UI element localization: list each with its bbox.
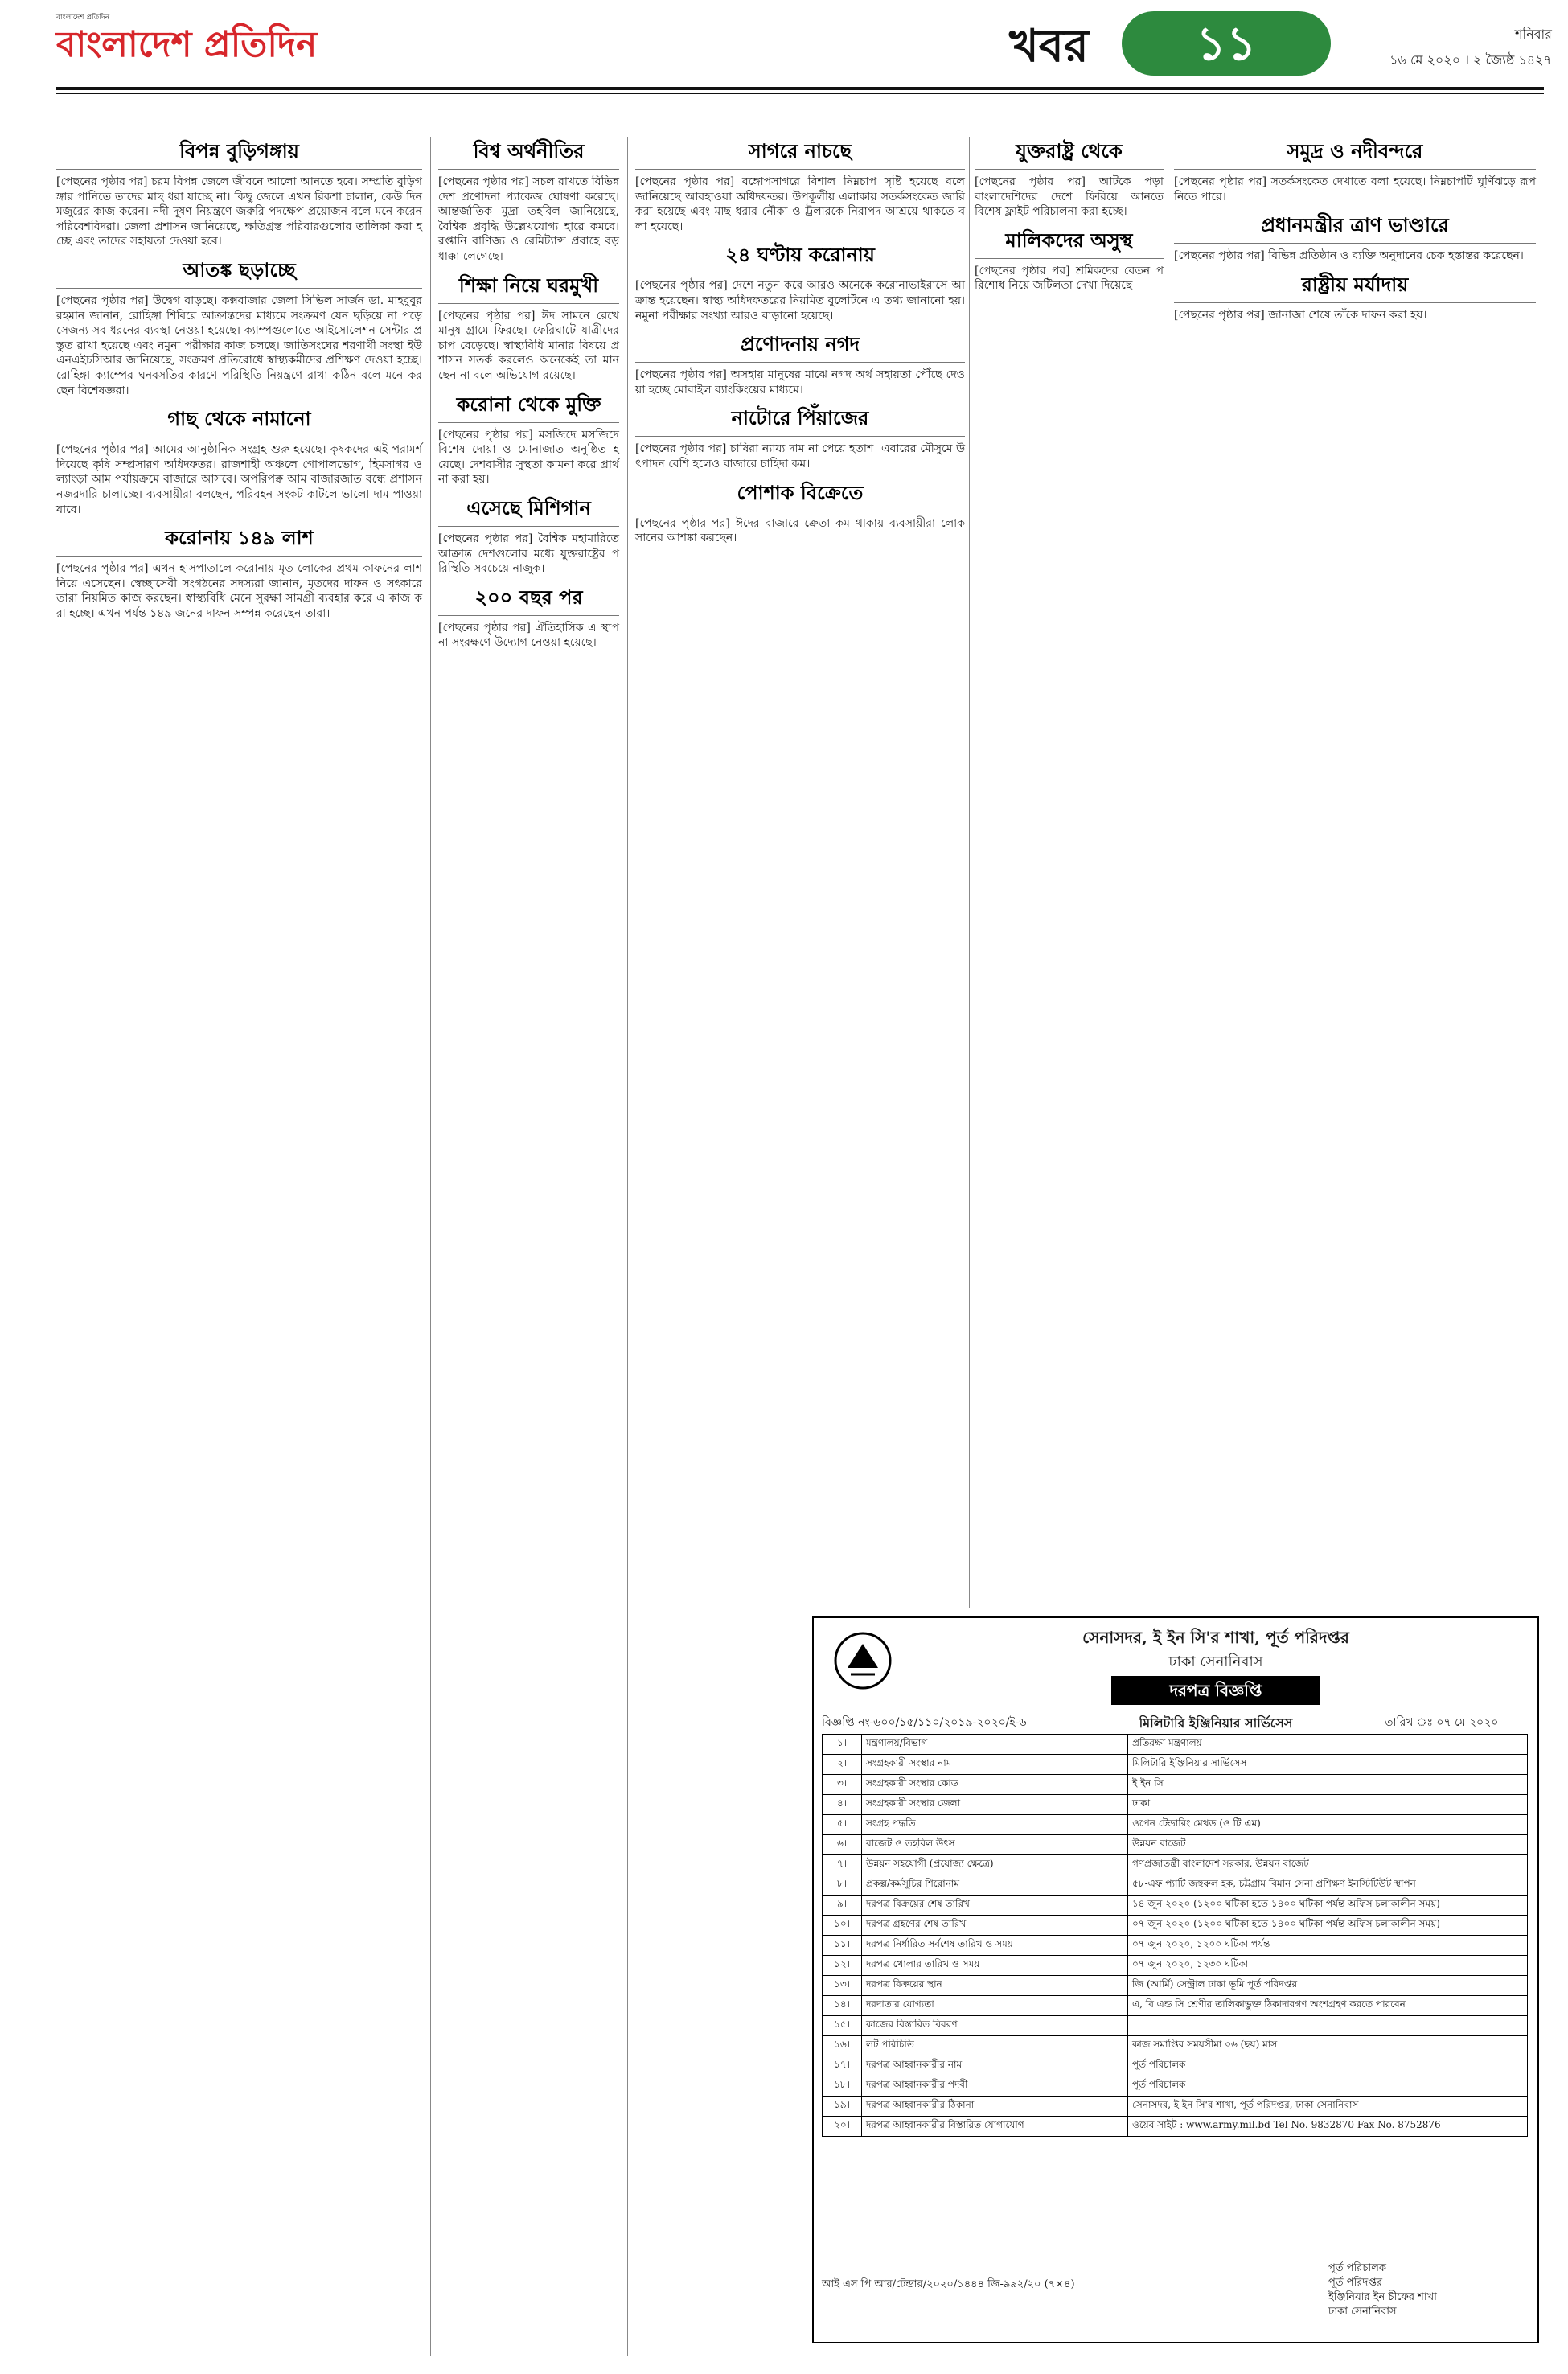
headline: সাগরে নাচছে <box>748 139 852 162</box>
article-body: [পেছনের পৃষ্ঠার পর] ঐতিহাসিক এ স্থাপনা সংরক্ষণে উদ্যোগ নেওয়া হয়েছে। <box>438 621 619 650</box>
tender-cell-value: ০৭ জুন ২০২০ (১২০০ ঘটিকা হতে ১৪০০ ঘটিকা পর্যন্ত অফিস চলাকালীন সময়) <box>1128 1916 1528 1936</box>
tender-cell-label: বাজেট ও তহবিল উৎস <box>862 1835 1128 1855</box>
article-body: [পেছনের পৃষ্ঠার পর] ঈদ সামনে রেখে মানুষ গ্রামে ফিরছে। ফেরিঘাটে যাত্রীদের চাপ বেড়েছে। স্বাস্থ্যবিধি মানার বিষয়ে প্রশাসন সতর্ক করলেও অনেকেই তা মানছেন না বলে অভিযোগ রয়েছে। <box>438 309 623 382</box>
tender-row <box>823 1855 1528 1875</box>
headline: প্রণোদনায় নগদ <box>740 332 860 356</box>
article-trane-bhandar <box>1174 212 1536 264</box>
page-number-badge: ১১ <box>1122 11 1331 76</box>
tender-cell-no: ১১। <box>823 1936 862 1956</box>
tender-row <box>823 1976 1528 1996</box>
masthead <box>56 0 1552 121</box>
tender-cell-label: দরপত্র আহ্বানকারীর নাম <box>862 2056 1128 2076</box>
ad-org-line1: সেনাসদর, ই ইন সি'র শাখা, পূর্ত পরিদপ্তর <box>1082 1628 1349 1647</box>
tender-cell-no: ৬। <box>823 1835 862 1855</box>
logo-wordmark: বাংলাদেশ প্রতিদিন <box>56 24 318 65</box>
tender-row <box>823 1875 1528 1896</box>
tender-cell-no: ১৬। <box>823 2036 862 2056</box>
headline: মালিকদের অসুস্থ <box>1005 228 1133 252</box>
article-body: [পেছনের পৃষ্ঠার পর] শ্রমিকদের বেতন পরিশোধ নিয়ে জটিলতা দেখা দিয়েছে। <box>975 264 1164 293</box>
tender-row <box>823 2036 1528 2056</box>
article-24-ghontay <box>635 242 969 323</box>
tender-cell-no: ১৫। <box>823 2016 862 2036</box>
headline: যুক্তরাষ্ট্র থেকে <box>1016 139 1123 162</box>
headline: করোনা থেকে মুক্তি <box>456 392 601 416</box>
tender-cell-label: দরপত্র বিক্রয়ের শেষ তারিখ <box>862 1896 1128 1916</box>
article-body: [পেছনের পৃষ্ঠার পর] আমের আনুষ্ঠানিক সংগ্রহ শুরু হয়েছে। কৃষকদের এই পরামর্শ দিয়েছে কৃষি সম্প্রসারণ অধিদফতর। রাজশাহী অঞ্চলে গোপালভোগ, হিমসাগর ও ল্যাংড়া আম পর্যায়ক্রমে বাজারে আসবে। অপরিপক্ব আম বাজারজাত বন্ধে প্রশাসন নজরদারি চালাচ্ছে। ব্যবসায়ীরা বলছেন, পরিবহন সংকট কাটলে ভালো দাম পাওয়া যাবে। <box>56 443 426 516</box>
headline: সমুদ্র ও নদীবন্দরে <box>1287 139 1423 162</box>
tender-cell-value: ই ইন সি <box>1128 1775 1528 1795</box>
article-body: [পেছনের পৃষ্ঠার পর] মসজিদে মসজিদে বিশেষ দোয়া ও মোনাজাত অনুষ্ঠিত হয়েছে। দেশবাসীর সুস্থতা কামনা করে প্রার্থনা করা হয়। <box>438 428 623 487</box>
tender-cell-value: জি (আর্মি) সেন্ট্রাল ঢাকা ভূমি পূর্ত পরিদপ্তর <box>1128 1976 1528 1996</box>
tender-row <box>823 2016 1528 2036</box>
tender-row <box>823 2117 1528 2137</box>
article-body: [পেছনের পৃষ্ঠার পর] উদ্বেগ বাড়ছে। কক্সবাজার জেলা সিভিল সার্জন ডা. মাহবুবুর রহমান জানান, রোহিঙ্গা শিবিরে আক্রান্তদের মাধ্যমে সংক্রমণ যেন ছড়িয়ে না পড়ে সেজন্য সব ধরনের ব্যবস্থা নেওয়া হয়েছে। ক্যাম্পগুলোতে আইসোলেশন সেন্টার প্রস্তুত রাখা হয়েছে এবং নমুনা পরীক্ষার কাজ চলছে। জাতিসংঘের শরণার্থী সংস্থা ইউএনএইচসিআর জানিয়েছে, সংক্রমণ প্রতিরোধে স্বাস্থ্যকর্মীদের প্রশিক্ষণ দেওয়া হচ্ছে। রোহিঙ্গা ক্যাম্পের ঘনবসতির কারণে পরিস্থিতি নিয়ন্ত্রণে রাখা কঠিন বলে মনে করছেন বিশেষজ্ঞরা। <box>56 294 426 397</box>
column-rule <box>627 137 628 2356</box>
tender-cell-no: ১৩। <box>823 1976 862 1996</box>
column-2 <box>438 137 623 2356</box>
headline: এসেছে মিশিগান <box>466 495 591 520</box>
tender-cell-no: ১। <box>823 1735 862 1755</box>
column-3 <box>635 137 969 1608</box>
tender-cell-label: সংগ্রহ পদ্ধতি <box>862 1815 1128 1835</box>
article-gach-theke-namano <box>56 406 426 517</box>
article-body: [পেছনের পৃষ্ঠার পর] চরম বিপন্ন জেলে জীবনে আলো আনতে হবে। সম্প্রতি বুড়িগঙ্গার পানিতে তাদের মাছ ধরা যাচ্ছে না। কিছু জেলে এখন রিকশা চালান, কেউ দিনমজুরের কাজ করেন। নদী দূষণ নিয়ন্ত্রণে জরুরি পদক্ষেপ প্রয়োজন বলে মনে করেন পরিবেশবিদরা। জেলা প্রশাসন জানিয়েছে, ক্ষতিগ্রস্ত পরিবারগুলোর তালিকা করা হচ্ছে এবং তাদের সহায়তা দেওয়া হবে। <box>56 175 426 248</box>
article-malikder-osustho <box>975 228 1164 294</box>
headline: গাছ থেকে নামানো <box>167 407 311 431</box>
tender-cell-label: দরপত্র আহ্বানকারীর ঠিকানা <box>862 2097 1128 2117</box>
article-bishwo-orthonitir <box>438 138 623 265</box>
tender-row <box>823 1775 1528 1795</box>
tender-cell-label: প্রকল্প/কর্মসূচির শিরোনাম <box>862 1875 1128 1896</box>
tender-cell-label: লট পরিচিতি <box>862 2036 1128 2056</box>
tender-cell-no: ৮। <box>823 1875 862 1896</box>
column-1 <box>56 137 426 2356</box>
weekday: শনিবার <box>1515 27 1552 42</box>
tender-row <box>823 1735 1528 1755</box>
article-body: [পেছনের পৃষ্ঠার পর] জানাজা শেষে তাঁকে দাফন করা হয়। <box>1174 308 1427 322</box>
tender-cell-label: দরপত্র বিক্রয়ের স্থান <box>862 1976 1128 1996</box>
headline: পোশাক বিক্রেতে <box>737 480 864 504</box>
tender-cell-label: সংগ্রহকারী সংস্থার কোড <box>862 1775 1128 1795</box>
tender-cell-no: ১৭। <box>823 2056 862 2076</box>
tender-row <box>823 1815 1528 1835</box>
header-rule <box>56 87 1544 90</box>
tender-cell-no: ৯। <box>823 1896 862 1916</box>
tender-row <box>823 1956 1528 1976</box>
header-rule-thin <box>56 93 1544 94</box>
article-usa-theke <box>975 138 1168 220</box>
tender-cell-no: ২০। <box>823 2117 862 2137</box>
tender-cell-value: উন্নয়ন বাজেট <box>1128 1835 1528 1855</box>
tender-cell-no: ৩। <box>823 1775 862 1795</box>
article-rashtriyo-morjada <box>1174 272 1536 323</box>
article-coronay-lash <box>56 525 426 621</box>
ad-service: মিলিটারি ইঞ্জিনিয়ার সার্ভিসেস <box>1139 1715 1293 1731</box>
tender-cell-label: মন্ত্রণালয়/বিভাগ <box>862 1735 1128 1755</box>
article-poshak-bikrete <box>635 480 965 546</box>
ad-title: দরপত্র বিজ্ঞপ্তি <box>1111 1676 1320 1705</box>
tender-cell-value: পূর্ত পরিচালক <box>1128 2056 1528 2076</box>
headline: আতঙ্ক ছড়াচ্ছে <box>183 257 296 281</box>
tender-row <box>823 1835 1528 1855</box>
tender-cell-no: ১৯। <box>823 2097 862 2117</box>
tender-cell-no: ১২। <box>823 1956 862 1976</box>
tender-cell-value: মিলিটারি ইঞ্জিনিয়ার সার্ভিসেস <box>1128 1755 1528 1775</box>
tender-row <box>823 2076 1528 2097</box>
tender-cell-value: গণপ্রজাতন্ত্রী বাংলাদেশ সরকার, উন্নয়ন বাজেট <box>1128 1855 1528 1875</box>
article-body: [পেছনের পৃষ্ঠার পর] চাষিরা ন্যায্য দাম না পেয়ে হতাশ। এবারের মৌসুমে উৎপাদন বেশি হলেও বাজারে চাহিদা কম। <box>635 442 965 470</box>
article-bipanno-buriganga <box>56 138 426 249</box>
ad-footer-code: আই এস পি আর/টেন্ডার/২০২০/১৪৪৪ জি-৯৯২/২০ (৭×৪) <box>822 2278 1075 2290</box>
headline: শিক্ষা নিয়ে ঘরমুখী <box>458 273 599 297</box>
article-eseche-michigan <box>438 495 623 577</box>
headline: রাষ্ট্রীয় মর্যাদায় <box>1301 272 1409 296</box>
article-body: [পেছনের পৃষ্ঠার পর] ঈদের বাজারে ক্রেতা কম থাকায় ব্যবসায়ীরা লোকসানের আশঙ্কা করছেন। <box>635 516 965 545</box>
section-title: খবর <box>1009 19 1089 72</box>
logo-tagline: বাংলাদেশ প্রতিদিন <box>56 14 110 22</box>
tender-cell-label: দরদাতার যোগ্যতা <box>862 1996 1128 2016</box>
tender-cell-label: সংগ্রহকারী সংস্থার জেলা <box>862 1795 1128 1815</box>
headline: ২৪ ঘণ্টায় করোনায় <box>725 243 875 267</box>
tender-cell-label: সংগ্রহকারী সংস্থার নাম <box>862 1755 1128 1775</box>
tender-cell-value: সেনাসদর, ই ইন সি'র শাখা, পূর্ত পরিদপ্তর, ঢাকা সেনানিবাস <box>1128 2097 1528 2117</box>
article-body: [পেছনের পৃষ্ঠার পর] বিভিন্ন প্রতিষ্ঠান ও ব্যক্তি অনুদানের চেক হস্তান্তর করেছেন। <box>1174 249 1524 263</box>
article-somudro-nodibondor <box>1174 138 1540 204</box>
tender-row <box>823 1755 1528 1775</box>
tender-cell-no: ৭। <box>823 1855 862 1875</box>
tender-row <box>823 1996 1528 2016</box>
tender-row <box>823 2056 1528 2076</box>
article-body: [পেছনের পৃষ্ঠার পর] সতর্কসংকেত দেখাতে বলা হয়েছে। নিম্নচাপটি ঘূর্ণিঝড়ে রূপ নিতে পারে। <box>1174 175 1540 203</box>
ad-signatory: পূর্ত পরিচালক পূর্ত পরিদপ্তর ইঞ্জিনিয়ার ইন চীফের শাখা ঢাকা সেনানিবাস <box>1328 2262 1437 2318</box>
date-line: ১৬ মে ২০২০ । ২ জ্যৈষ্ঠ ১৪২৭ <box>1389 52 1552 68</box>
tender-table <box>822 1734 1528 2137</box>
article-body: [পেছনের পৃষ্ঠার পর] অসহায় মানুষের মাঝে নগদ অর্থ সহায়তা পৌঁছে দেওয়া হচ্ছে মোবাইল ব্যাংকিংয়ের মাধ্যমে। <box>635 368 965 396</box>
tender-cell-label: দরপত্র খোলার তারিখ ও সময় <box>862 1956 1128 1976</box>
tender-cell-value: ৫৮-এফ প্যাটি জহুরুল হক, চট্টগ্রাম বিমান সেনা প্রশিক্ষণ ইনস্টিটিউট স্থাপন <box>1128 1875 1528 1896</box>
tender-row <box>823 1936 1528 1956</box>
tender-row <box>823 1916 1528 1936</box>
headline: নাটোরে পিঁয়াজের <box>731 406 869 430</box>
army-emblem-icon <box>831 1629 894 1692</box>
ad-org-line2: ঢাকা সেনানিবাস <box>1168 1653 1263 1670</box>
headline: প্রধানমন্ত্রীর ত্রাণ ভাণ্ডারে <box>1261 213 1449 237</box>
tender-cell-value: ওপেন টেন্ডারিং মেথড (ও টি এম) <box>1128 1815 1528 1835</box>
article-body: [পেছনের পৃষ্ঠার পর] বঙ্গোপসাগরে বিশাল নিম্নচাপ সৃষ্টি হয়েছে বলে জানিয়েছে আবহাওয়া অধিদফতর। উপকূলীয় এলাকায় সতর্কসংকেত জারি করা হয়েছে এবং মাছ ধরার নৌকা ও ট্রলারকে নিরাপদ আশ্রয়ে থাকতে বলা হয়েছে। <box>635 175 969 233</box>
tender-cell-label: দরপত্র গ্রহণের শেষ তারিখ <box>862 1916 1128 1936</box>
column-rule <box>430 137 431 2356</box>
tender-cell-value: ওয়েব সাইট : www.army.mil.bd Tel No. 9832870 Fax No. 8752876 <box>1128 2117 1528 2137</box>
article-corona-mukti <box>438 392 623 487</box>
tender-cell-no: ৫। <box>823 1815 862 1835</box>
tender-cell-no: ১৮। <box>823 2076 862 2097</box>
tender-cell-no: ২। <box>823 1755 862 1775</box>
tender-cell-value <box>1128 2016 1528 2036</box>
tender-row <box>823 2097 1528 2117</box>
article-natore-piyaj <box>635 405 965 471</box>
tender-cell-value: পূর্ত পরিচালক <box>1128 2076 1528 2097</box>
logo <box>56 11 322 68</box>
ad-reference: বিজ্ঞপ্তি নং-৬০০/১৫/১১০/২০১৯-২০২০/ই-৬ <box>822 1716 1027 1729</box>
headline: ২০০ বছর পর <box>474 585 583 609</box>
tender-cell-value: প্রতিরক্ষা মন্ত্রণালয় <box>1128 1735 1528 1755</box>
tender-cell-label: উন্নয়ন সহযোগী (প্রযোজ্য ক্ষেত্রে) <box>862 1855 1128 1875</box>
article-body: [পেছনের পৃষ্ঠার পর] এখন হাসপাতালে করোনায় মৃত লোকের প্রথম কাফনের লাশ নিয়ে এসেছেন। স্বেচ্ছাসেবী সংগঠনের সদস্যরা জানান, মৃতদের দাফন ও সৎকারে তারা নিয়মিত কাজ করছেন। স্বাস্থ্যবিধি মেনে সুরক্ষা সামগ্রী ব্যবহার করে এ কাজ করা হচ্ছে। এখন পর্যন্ত ১৪৯ জনের দাফন সম্পন্ন করেছেন তারা। <box>56 562 426 620</box>
tender-cell-no: ১০। <box>823 1916 862 1936</box>
headline: বিপন্ন বুড়িগঙ্গায় <box>179 139 299 162</box>
tender-cell-value: এ, বি এন্ড সি শ্রেণীর তালিকাভুক্ত ঠিকাদারগণ অংশগ্রহণ করতে পারবেন <box>1128 1996 1528 2016</box>
column-4 <box>975 137 1168 1608</box>
tender-notice-ad <box>812 1616 1539 2343</box>
tender-cell-value: ১৪ জুন ২০২০ (১২০০ ঘটিকা হতে ১৪০০ ঘটিকা পর্যন্ত অফিস চলাকালীন সময়) <box>1128 1896 1528 1916</box>
tender-cell-no: ১৪। <box>823 1996 862 2016</box>
article-body: [পেছনের পৃষ্ঠার পর] আটকে পড়া বাংলাদেশিদের দেশে ফিরিয়ে আনতে বিশেষ ফ্লাইট পরিচালনা করা হচ্ছে। <box>975 175 1168 219</box>
article-body: [পেছনের পৃষ্ঠার পর] দেশে নতুন করে আরও অনেকে করোনাভাইরাসে আক্রান্ত হয়েছেন। স্বাস্থ্য অধিদফতরের নিয়মিত বুলেটিনে এ তথ্য জানানো হয়। নমুনা পরীক্ষার সংখ্যা আরও বাড়ানো হয়েছে। <box>635 279 969 322</box>
tender-cell-value: কাজ সমাপ্তির সময়সীমা ০৬ (ছয়) মাস <box>1128 2036 1528 2056</box>
tender-cell-value: ০৭ জুন ২০২০, ১২০০ ঘটিকা পর্যন্ত <box>1128 1936 1528 1956</box>
tender-cell-value: ০৭ জুন ২০২০, ১২৩০ ঘটিকা <box>1128 1956 1528 1976</box>
tender-cell-label: দরপত্র নির্ধারিত সর্বশেষ তারিখ ও সময় <box>862 1936 1128 1956</box>
tender-cell-value: ঢাকা <box>1128 1795 1528 1815</box>
headline: করোনায় ১৪৯ লাশ <box>165 526 314 550</box>
ad-date: তারিখ ঃ ০৭ মে ২০২০ <box>1385 1716 1499 1729</box>
tender-cell-label: কাজের বিস্তারিত বিবরণ <box>862 2016 1128 2036</box>
article-body: [পেছনের পৃষ্ঠার পর] সচল রাখতে বিভিন্ন দেশ প্রণোদনা প্যাকেজ ঘোষণা করেছে। আন্তর্জাতিক মুদ্রা তহবিল জানিয়েছে, বৈশ্বিক প্রবৃদ্ধি উল্লেখযোগ্য হারে কমবে। রপ্তানি বাণিজ্য ও রেমিট্যান্স প্রবাহে বড় ধাক্কা লেগেছে। <box>438 175 623 263</box>
article-atonko-chorachhe <box>56 257 426 398</box>
article-200-bochor <box>438 585 619 651</box>
tender-cell-label: দরপত্র আহ্বানকারীর বিস্তারিত যোগাযোগ <box>862 2117 1128 2137</box>
column-rule <box>969 137 970 1608</box>
article-shikkha-ghormukhi <box>438 273 623 384</box>
tender-cell-label: দরপত্র আহ্বানকারীর পদবী <box>862 2076 1128 2097</box>
article-body: [পেছনের পৃষ্ঠার পর] বৈশ্বিক মহামারিতে আক্রান্ত দেশগুলোর মধ্যে যুক্তরাষ্ট্রের পরিস্থিতি সবচেয়ে নাজুক। <box>438 532 623 576</box>
headline: বিশ্ব অর্থনীতির <box>473 139 585 162</box>
tender-cell-no: ৪। <box>823 1795 862 1815</box>
column-5 <box>1174 137 1540 1608</box>
article-pronodonay-nogod <box>635 331 965 397</box>
article-sagore-nachchhe <box>635 138 969 234</box>
tender-row <box>823 1896 1528 1916</box>
tender-row <box>823 1795 1528 1815</box>
